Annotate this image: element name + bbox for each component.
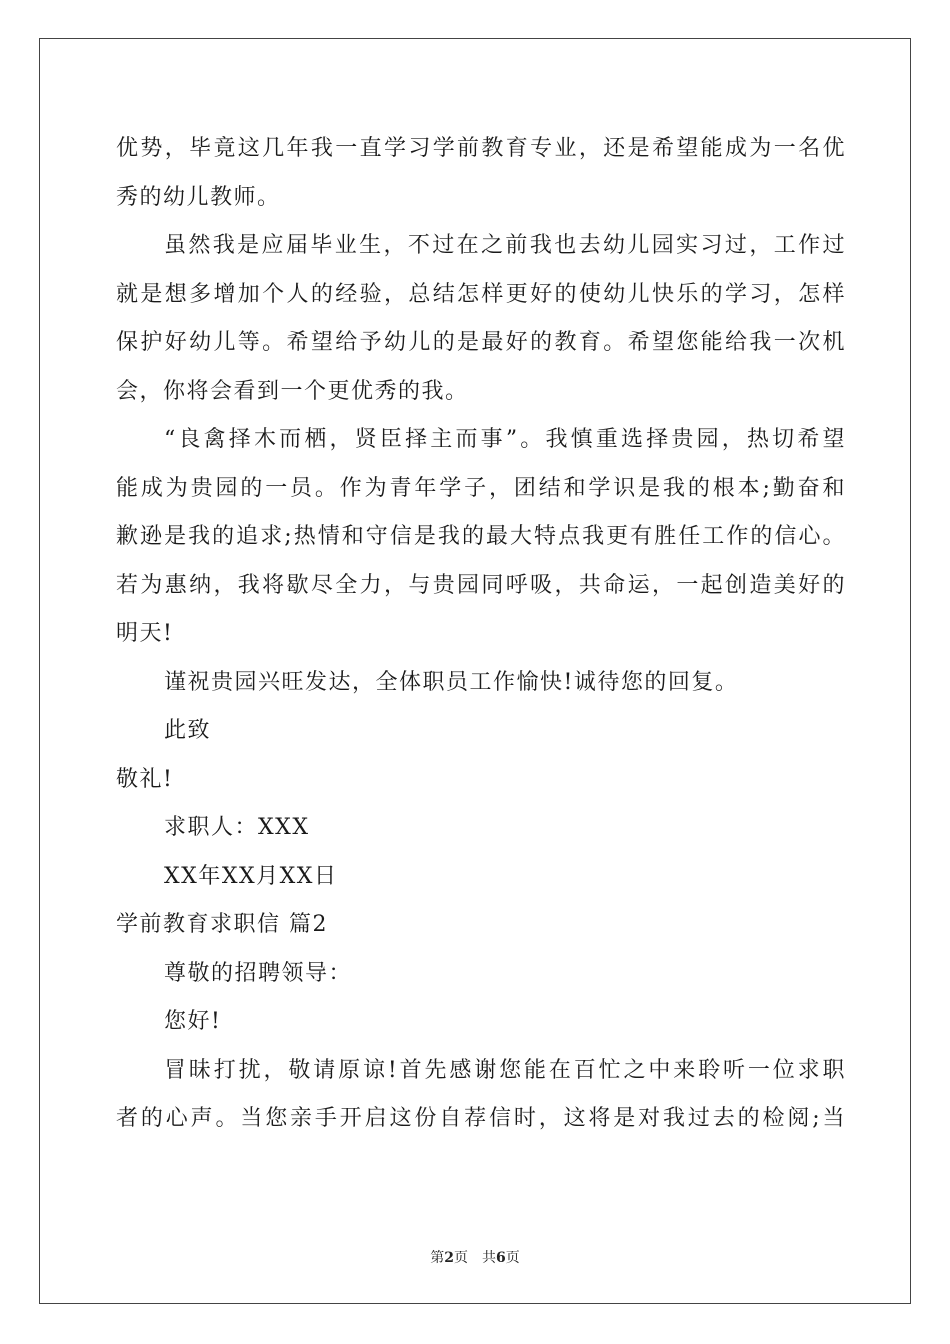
text-line: 会，你将会看到一个更优秀的我。: [116, 378, 469, 404]
salutation-ci-zhi: 此致: [164, 718, 212, 743]
letter-body: [116, 125, 846, 1144]
text-line: 秀的幼儿教师。: [116, 184, 281, 210]
footer-prefix: 第: [430, 1250, 445, 1266]
text-line: 歉逊是我的追求;热情和守信是我的最大特点我更有胜任工作的信心。: [116, 524, 846, 549]
total-pages-number: 6: [496, 1250, 506, 1266]
footer-total-suffix: 页: [505, 1250, 520, 1266]
salutation-jing-li: 敬礼!: [116, 766, 174, 792]
greeting-recipient: 尊敬的招聘领导：: [164, 960, 353, 986]
applicant-signature: 求职人：XXX: [164, 815, 310, 840]
text-line: 虽然我是应届毕业生，不过在之前我也去幼儿园实习过，工作过: [164, 233, 846, 258]
page-footer: [0, 1247, 950, 1267]
text-line: 就是想多增加个人的经验，总结怎样更好的使幼儿快乐的学习，怎样: [116, 281, 846, 307]
section-heading: 学前教育求职信 篇2: [116, 912, 328, 937]
closing-wish: 谨祝贵园兴旺发达，全体职员工作愉快!诚待您的回复。: [164, 669, 739, 695]
text-line: 者的心声。当您亲手开启这份自荐信时，这将是对我过去的检阅;当: [116, 1106, 846, 1131]
footer-page-suffix: 页: [454, 1250, 468, 1266]
greeting-hello: 您好!: [164, 1009, 222, 1034]
text-line: 明天!: [116, 621, 174, 646]
text-line: 保护好幼儿等。希望给予幼儿的是最好的教育。希望您能给我一次机: [116, 330, 846, 355]
text-line: 能成为贵园的一员。作为青年学子，团结和学识是我的根本;勤奋和: [116, 475, 846, 501]
text-line: “良禽择木而栖，贤臣择主而事”。我慎重选择贵园，热切希望: [164, 427, 846, 452]
text-line: 冒昧打扰，敬请原谅!首先感谢您能在百忙之中来聆听一位求职: [164, 1057, 846, 1083]
footer-total-prefix: 共: [482, 1250, 496, 1266]
text-line: 优势，毕竟这几年我一直学习学前教育专业，还是希望能成为一名优: [116, 136, 846, 161]
letter-date: XX年XX月XX日: [164, 863, 338, 889]
text-line: 若为惠纳，我将歇尽全力，与贵园同呼吸，共命运，一起创造美好的: [116, 572, 846, 598]
current-page-number: 2: [444, 1250, 454, 1266]
